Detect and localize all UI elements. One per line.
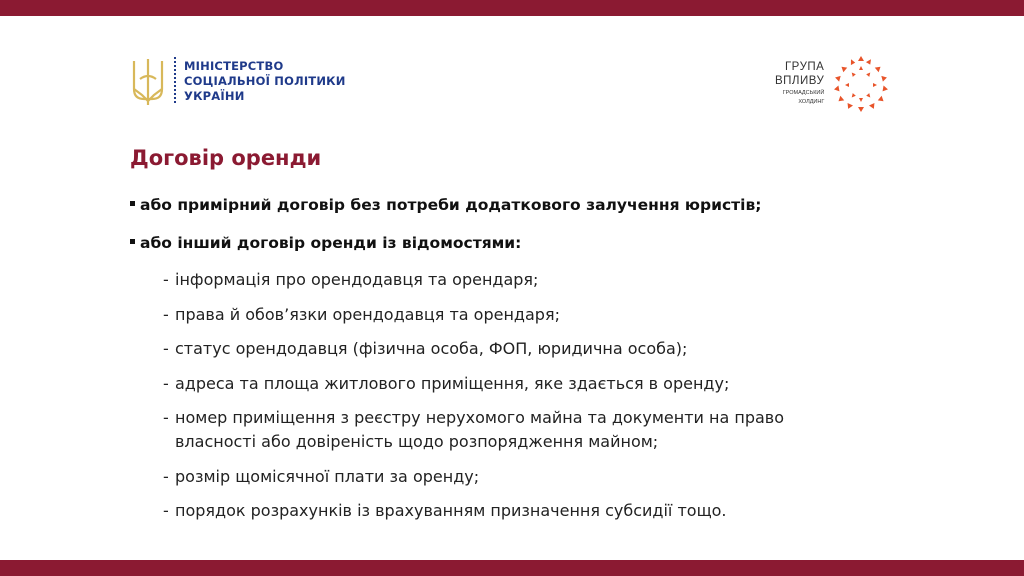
sub-item [163,268,863,292]
bullet-marker [130,201,135,206]
arrows-icon [830,52,892,114]
dash-marker: - [163,501,169,520]
sub-item-text: адреса та площа житлового приміщення, яке здається в оренду; [175,373,730,393]
dash-marker: - [163,466,169,486]
sub-item [163,303,863,327]
ministry-name [184,59,346,104]
page-title: Договір оренди [130,146,322,170]
ministry-line-3: УКРАЇНИ [184,88,245,103]
list-item [130,234,890,272]
bullet-text: або примірний договір без потреби додаткового залучення юристів; [140,196,762,214]
logo-separator [174,57,176,105]
group-line-2: ВПЛИВУ [775,75,825,87]
bottom-accent-bar [0,560,1024,576]
sub-list [163,268,863,534]
sub-item-text: порядок розрахунків із врахуванням призначення субсидії тощо. [175,501,727,520]
sub-item [163,406,863,454]
sub-item-text: права й обов’язки орендодавця та орендаря; [175,304,560,324]
sub-item [163,499,863,523]
group-line-3: ГРОМАДСЬКИЙ [782,90,825,96]
ministry-line-1: МІНІСТЕРСТВО [184,58,284,73]
trident-icon [130,55,166,107]
sub-item-text: номер приміщення з реєстру нерухомого майна та документи на право власності або довіреність щодо розпорядження майном; [175,408,785,451]
sub-item-text: інформація про орендодавця та орендаря; [175,270,539,289]
sub-item-text: статус орендодавця (фізична особа, ФОП, юридична особа); [175,339,688,358]
ministry-logo [130,55,346,107]
ministry-line-2: СОЦІАЛЬНОЇ ПОЛІТИКИ [184,73,346,88]
group-line-1: ГРУПА [784,61,825,73]
list-item [130,196,890,234]
sub-item-text: розмір щомісячної плати за оренду; [175,466,480,486]
dash-marker: - [163,339,169,358]
dash-marker: - [163,373,169,393]
dash-marker: - [163,270,169,289]
sub-item [163,372,863,396]
bullet-list [130,196,890,272]
group-name [775,60,824,106]
dash-marker: - [163,408,169,427]
group-logo [775,52,892,114]
sub-item [163,337,863,361]
bullet-marker [130,239,135,244]
sub-item [163,465,863,489]
top-accent-bar [0,0,1024,16]
dash-marker: - [163,304,169,324]
bullet-text: або інший договір оренди із відомостями: [140,234,522,252]
group-line-4: ХОЛДИНГ [798,99,825,105]
